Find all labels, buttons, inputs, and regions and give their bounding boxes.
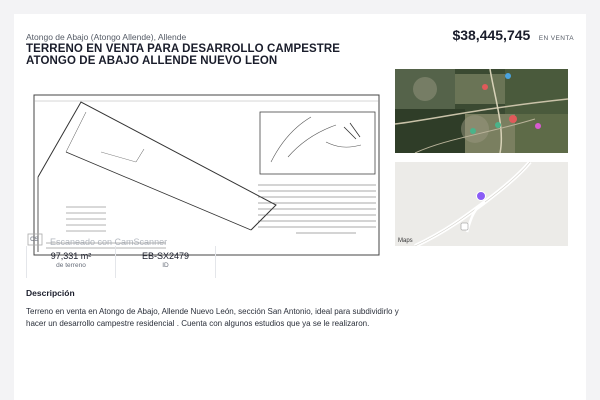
stat-listing-id-value: EB-SX2479 (141, 251, 190, 261)
satellite-imagery (395, 69, 568, 153)
listing-title-line-2: ATONGO DE ABAJO ALLENDE NUEVO LEON (26, 55, 278, 67)
description-text: Terreno en venta en Atongo de Abajo, Allende Nuevo León, sección San Antonio, ideal para subdividirlo y hacer un desarrollo campestre residencial . Cuenta con algunos estudios que ya se le realizaron. (26, 307, 399, 328)
stat-land-area-value: 97,331 m² (50, 251, 92, 261)
price-block (452, 27, 574, 45)
price-status-label: EN VENTA (538, 35, 574, 42)
maps-attribution (398, 238, 413, 244)
stat-land-area (26, 246, 116, 278)
listing-card (14, 14, 586, 400)
location-text: Atongo de Abajo (Atongo Allende), Allende (26, 32, 187, 42)
property-stats (26, 246, 216, 278)
street-map[interactable] (395, 162, 568, 246)
satellite-map[interactable] (395, 69, 568, 153)
description-heading: Descripción (26, 288, 75, 298)
listing-title-line-1: TERRENO EN VENTA PARA DESARROLLO CAMPESTRE (26, 43, 341, 55)
street-map-drawing (395, 162, 568, 246)
price-value: $38,445,745 (452, 27, 531, 43)
stat-land-area-label: de terreno (56, 262, 86, 269)
property-location-pin-icon[interactable] (476, 191, 486, 201)
stat-listing-id-label: ID (162, 262, 169, 269)
maps-attribution-text: Maps (398, 238, 413, 244)
scan-watermark: Escaneado con CamScanner (50, 237, 168, 247)
listing-title (26, 43, 386, 67)
camscanner-logo: CS (30, 237, 39, 243)
land-plan-image[interactable] (26, 87, 395, 263)
stat-listing-id (116, 246, 216, 278)
